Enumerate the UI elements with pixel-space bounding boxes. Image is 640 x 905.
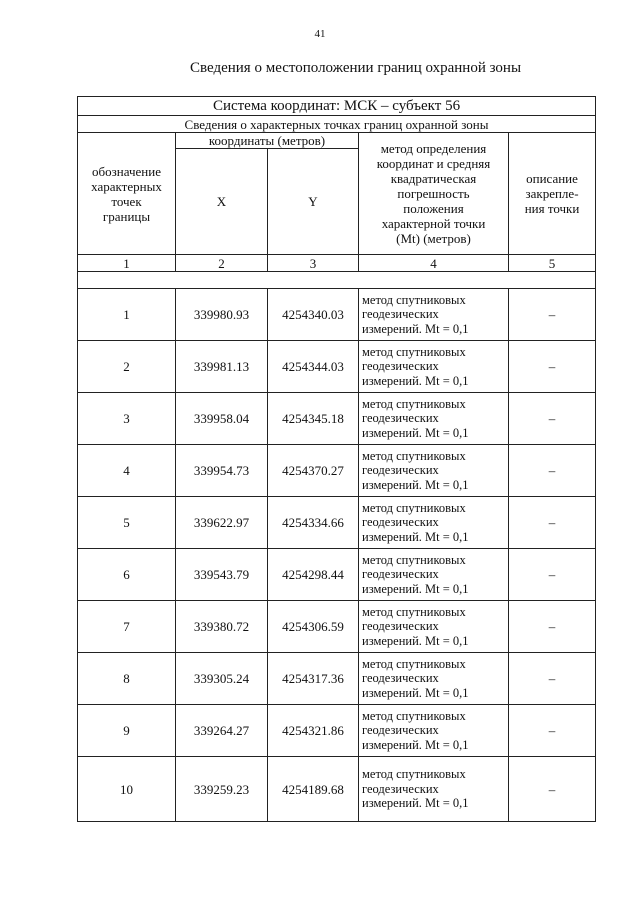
description-cell: – (509, 653, 596, 705)
column-numbers-row (78, 255, 596, 272)
points-info-row (78, 116, 596, 133)
empty-row (78, 272, 596, 289)
description-cell: – (509, 393, 596, 445)
table-row (78, 341, 596, 393)
coordinate-system-row (78, 97, 596, 116)
method-cell: метод спутниковых геодезических измерений. Mt = 0,1 (359, 393, 509, 445)
point-number-cell: 9 (78, 705, 176, 757)
point-number-cell: 5 (78, 497, 176, 549)
description-cell: – (509, 341, 596, 393)
table-row (78, 653, 596, 705)
method-cell: метод спутниковых геодезических измерений. Mt = 0,1 (359, 497, 509, 549)
column-number: 5 (509, 255, 596, 272)
table-row (78, 705, 596, 757)
y-coordinate-cell: 4254340.03 (268, 289, 359, 341)
points-info-cell: Сведения о характерных точках границ охранной зоны (78, 116, 596, 133)
x-coordinate-cell: 339305.24 (176, 653, 268, 705)
document-title: Сведения о местоположении границ охранной зоны (190, 60, 522, 76)
method-cell: метод спутниковых геодезических измерений. Mt = 0,1 (359, 601, 509, 653)
method-cell: метод спутниковых геодезических измерений. Mt = 0,1 (359, 705, 509, 757)
coordinate-system-cell: Система координат: МСК – субъект 56 (78, 97, 596, 116)
header-designation: обозначение характерных точек границы (78, 133, 176, 255)
description-cell: – (509, 705, 596, 757)
y-coordinate-cell: 4254370.27 (268, 445, 359, 497)
x-coordinate-cell: 339954.73 (176, 445, 268, 497)
page-number: 41 (314, 28, 326, 40)
header-row (78, 133, 596, 149)
header-y: Y (268, 149, 359, 255)
table-row (78, 289, 596, 341)
y-coordinate-cell: 4254306.59 (268, 601, 359, 653)
description-cell: – (509, 289, 596, 341)
method-cell: метод спутниковых геодезических измерений. Mt = 0,1 (359, 445, 509, 497)
coordinates-table (77, 96, 596, 822)
y-coordinate-cell: 4254321.86 (268, 705, 359, 757)
point-number-cell: 7 (78, 601, 176, 653)
point-number-cell: 10 (78, 757, 176, 822)
x-coordinate-cell: 339958.04 (176, 393, 268, 445)
column-number: 4 (359, 255, 509, 272)
description-cell: – (509, 497, 596, 549)
table-row (78, 497, 596, 549)
x-coordinate-cell: 339981.13 (176, 341, 268, 393)
header-x: X (176, 149, 268, 255)
point-number-cell: 8 (78, 653, 176, 705)
table-row (78, 445, 596, 497)
empty-cell (78, 272, 596, 289)
description-cell: – (509, 601, 596, 653)
method-cell: метод спутниковых геодезических измерений. Mt = 0,1 (359, 289, 509, 341)
point-number-cell: 2 (78, 341, 176, 393)
x-coordinate-cell: 339980.93 (176, 289, 268, 341)
y-coordinate-cell: 4254317.36 (268, 653, 359, 705)
method-cell: метод спутниковых геодезических измерений. Mt = 0,1 (359, 653, 509, 705)
x-coordinate-cell: 339543.79 (176, 549, 268, 601)
x-coordinate-cell: 339622.97 (176, 497, 268, 549)
y-coordinate-cell: 4254298.44 (268, 549, 359, 601)
column-number: 2 (176, 255, 268, 272)
y-coordinate-cell: 4254189.68 (268, 757, 359, 822)
point-number-cell: 4 (78, 445, 176, 497)
description-cell: – (509, 445, 596, 497)
point-number-cell: 6 (78, 549, 176, 601)
description-cell: – (509, 757, 596, 822)
table-row (78, 757, 596, 822)
y-coordinate-cell: 4254345.18 (268, 393, 359, 445)
table-row (78, 549, 596, 601)
x-coordinate-cell: 339380.72 (176, 601, 268, 653)
x-coordinate-cell: 339259.23 (176, 757, 268, 822)
point-number-cell: 1 (78, 289, 176, 341)
y-coordinate-cell: 4254334.66 (268, 497, 359, 549)
method-cell: метод спутниковых геодезических измерений. Mt = 0,1 (359, 341, 509, 393)
description-cell: – (509, 549, 596, 601)
table-row (78, 601, 596, 653)
header-coordinates: координаты (метров) (176, 133, 359, 149)
method-cell: метод спутниковых геодезических измерений. Mt = 0,1 (359, 757, 509, 822)
column-number: 1 (78, 255, 176, 272)
header-description: описание закрепле- ния точки (509, 133, 596, 255)
point-number-cell: 3 (78, 393, 176, 445)
header-method: метод определения координат и средняя квадратическая погрешность положения характерной точки (Mt) (метров) (359, 133, 509, 255)
column-number: 3 (268, 255, 359, 272)
y-coordinate-cell: 4254344.03 (268, 341, 359, 393)
table-row (78, 393, 596, 445)
x-coordinate-cell: 339264.27 (176, 705, 268, 757)
method-cell: метод спутниковых геодезических измерений. Mt = 0,1 (359, 549, 509, 601)
